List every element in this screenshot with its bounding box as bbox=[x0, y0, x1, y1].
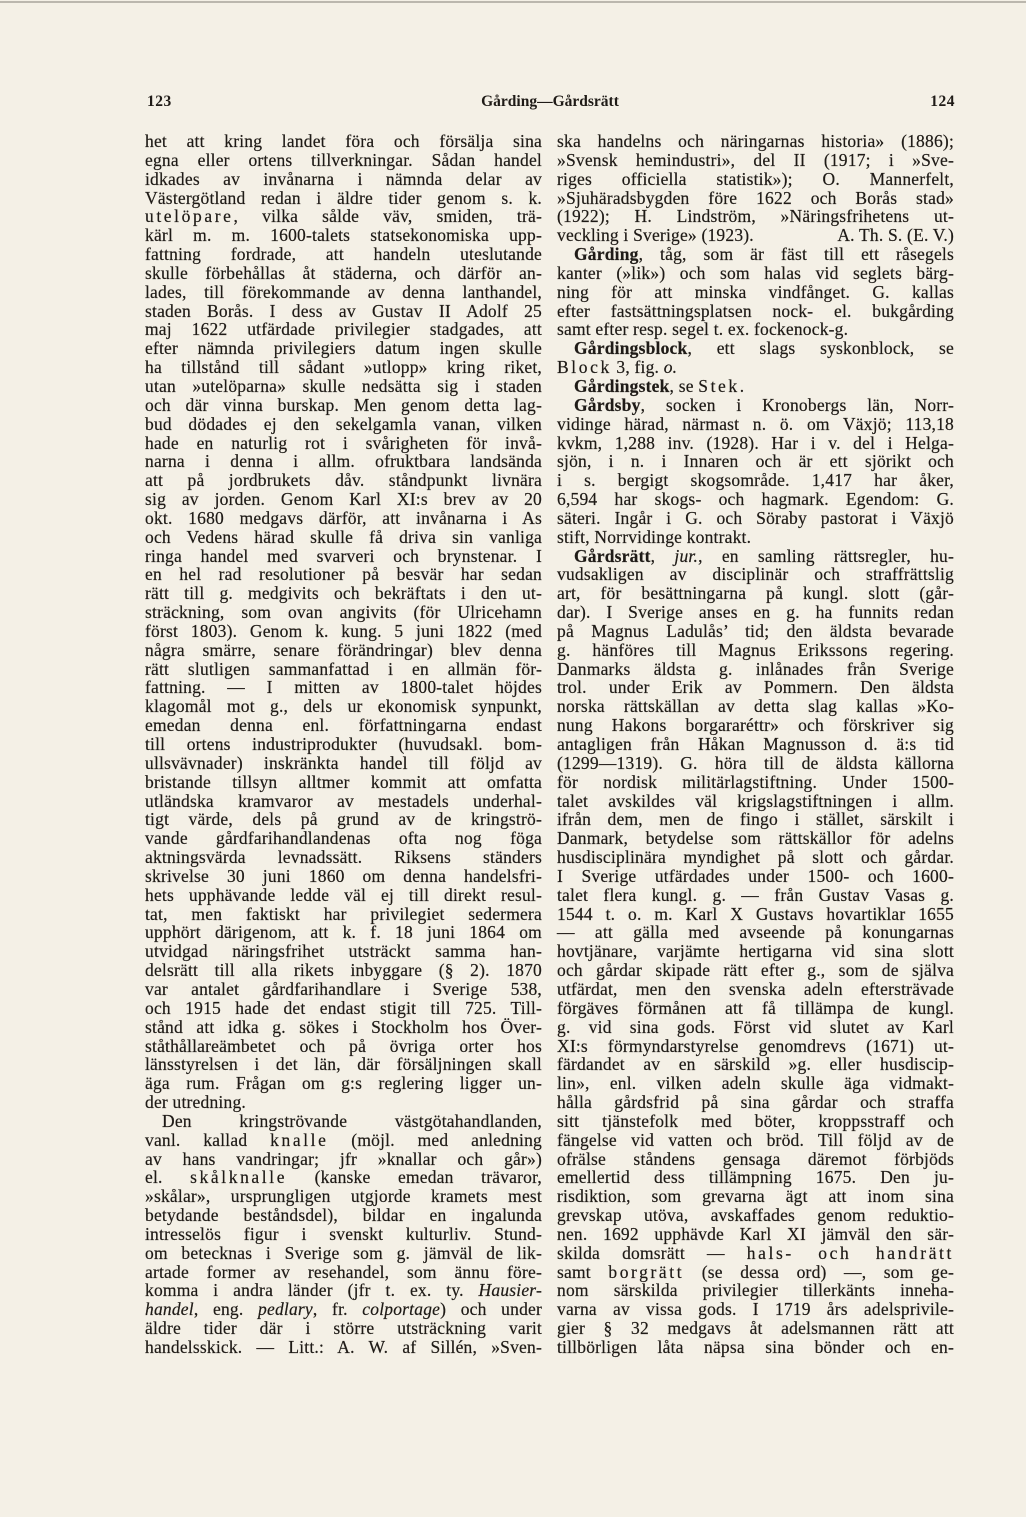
text-line: några smärre, senare förändringar) blev denna bbox=[145, 639, 542, 660]
text-line bbox=[145, 1281, 542, 1300]
text-run: , eng. bbox=[193, 1299, 259, 1320]
text-line: norska rättskällan av detta slag kallas »Ko- bbox=[557, 696, 954, 717]
paragraph bbox=[557, 339, 954, 377]
paragraph bbox=[557, 396, 954, 547]
paragraph bbox=[145, 132, 542, 1112]
text-line: »Svensk hemindustri», del II (1917; i »Sve- bbox=[557, 149, 954, 170]
text-line: och Vedens härad skulle få driva sin vanliga bbox=[145, 526, 542, 547]
text-line: talet avskildes väl krigslagstiftningen i allm. bbox=[557, 790, 954, 811]
text-line: kvkm, 1,288 inv. (1928). Har i v. del i Helga- bbox=[557, 432, 954, 453]
text-line: av hans vandringar; jfr »knallar och går») bbox=[145, 1148, 542, 1169]
text-line: nung Hakons borgararéttr» och förskriver sig bbox=[557, 715, 954, 736]
text-line: »Sjuhäradsbygden före 1622 och Borås stad» bbox=[557, 187, 954, 208]
text-line: utfärdat, men den svenska adeln eftersträvade bbox=[557, 978, 954, 999]
text-line: 1544 t. o. m. Karl X Gustavs hovartiklar 1655 bbox=[557, 903, 954, 924]
text-line: delsrätt till alla rikets inbyggare (§ 2). 1870 bbox=[145, 960, 542, 981]
text-line: efter fastsättningsplatsen nock- el. bukgårding bbox=[557, 300, 954, 321]
spaced-emphasis: Block bbox=[557, 357, 612, 378]
text-run: (kanske emedan trävaror, bbox=[287, 1167, 542, 1188]
text-line: tigt värde, dels på grund av de kringströ- bbox=[145, 809, 542, 830]
text-line: maj 1622 utfärdade privilegier stadgades, att bbox=[145, 319, 542, 340]
text-line: utan »utelöparna» skulle nedsätta sig i staden bbox=[145, 375, 542, 396]
paragraph bbox=[557, 132, 954, 245]
text-run: 3, fig. bbox=[611, 357, 664, 378]
text-line: (1299—1319). G. höra till de äldsta källorna bbox=[557, 752, 954, 773]
page-number-right: 124 bbox=[930, 93, 955, 110]
text-line: äga rum. Frågan om g:s reglering ligger un- bbox=[145, 1073, 542, 1094]
text-line: en hel rad resolutioner på besvär har sedan bbox=[145, 564, 542, 585]
text-run: komma i andra länder (jfr t. ex. ty. bbox=[145, 1280, 479, 1301]
text-line: om betecknas i Sverige som g. jämväl de lik- bbox=[145, 1242, 542, 1263]
text-line bbox=[145, 1168, 542, 1187]
text-line: Västergötland redan i äldre tider genom s. k. bbox=[145, 187, 542, 208]
text-run: , socken i Kronobergs län, Norr- bbox=[640, 394, 954, 415]
text-line: handelsskick. — Litt.: A. W. af Sillén, »Sven- bbox=[145, 1337, 542, 1357]
text-line: husdisciplinära myndighet på slott och gårdar. bbox=[557, 847, 954, 868]
text-run: , en samling rättsregler, hu- bbox=[698, 545, 954, 566]
text-run: , tåg, som är fäst till ett råsegels bbox=[638, 244, 954, 265]
text-line: art, för besättningarna på kungl. slott (går- bbox=[557, 583, 954, 604]
text-line: nen. 1692 upphävde Karl XI jämväl den sär- bbox=[557, 1223, 954, 1244]
spaced-emphasis: skålknalle bbox=[190, 1167, 288, 1188]
text-line: klagomål mot g., dels ur ekonomisk synpunkt, bbox=[145, 696, 542, 717]
paragraph bbox=[557, 245, 954, 339]
paragraph bbox=[557, 547, 954, 1357]
text-line: artade former av resehandel, som ännu före- bbox=[145, 1261, 542, 1282]
text-line: och 1915 hade det endast stigit till 725. Till- bbox=[145, 997, 542, 1018]
text-line: — att gälla med avseende på konungarnas bbox=[557, 922, 954, 943]
text-line: gier § 32 medgavs åt adelsmannen rätt att bbox=[557, 1318, 954, 1339]
text-line: rätt slutligen sammanfattad i en allmän för- bbox=[145, 658, 542, 679]
text-line: stånd att idka g. sökes i Stockholm hos Över- bbox=[145, 1016, 542, 1037]
text-line: till ortens industriprodukter (huvudsakl. bom- bbox=[145, 734, 542, 754]
text-line: säteri. Ingår i G. och Söraby pastorat i Växjö bbox=[557, 507, 954, 528]
text-line: der utredning. bbox=[145, 1092, 246, 1113]
text-line: okt. 1680 medgavs därför, att invånarna i As bbox=[145, 507, 542, 528]
text-line: egna eller ortens tillverkningar. Sådan handel bbox=[145, 149, 542, 170]
text-run: ) och under bbox=[440, 1299, 543, 1320]
text-line: och där vinna burskap. Men genom detta lag- bbox=[145, 394, 542, 415]
text-line: emellertid dess tillämpning 1675. Den ju- bbox=[557, 1167, 954, 1188]
text-line: sjön, i n. i Innaren och är ett sjörikt och bbox=[557, 451, 954, 472]
text-line bbox=[557, 1263, 954, 1282]
text-line: färdandet av en särskild »g. eller husdiscip- bbox=[557, 1054, 954, 1075]
headword: Gårding bbox=[574, 244, 639, 265]
text-line: för nordisk militärlagstiftning. Under 1500- bbox=[557, 771, 954, 792]
text-line bbox=[145, 1300, 542, 1319]
text-line: skrivelse 30 juni 1860 om denna handelsfri- bbox=[145, 865, 542, 886]
text-line: ska handelns och näringarnas historia» (1886); bbox=[557, 131, 954, 151]
text-line bbox=[557, 1244, 954, 1263]
text-line: hålla gårdsfrid på sina gårdar och straffa bbox=[557, 1092, 954, 1113]
text-line: varna av vissa gods. I 1719 års adelsprivile- bbox=[557, 1299, 954, 1320]
text-line: i s. bergigt skogsområde. 1,417 har åker, bbox=[557, 470, 954, 491]
text-line: idkades av invånarna i nämnda delar av bbox=[145, 168, 542, 189]
text-line bbox=[557, 547, 954, 566]
text-line: g. hänföres till Magnus Erikssons regering. bbox=[557, 639, 954, 660]
spaced-emphasis: knalle bbox=[270, 1129, 329, 1150]
headword: Gårdingsblock bbox=[574, 338, 688, 359]
text-line: vidinge härad, närmast n. ö. om Växjö; 113,18 bbox=[557, 413, 954, 434]
text-line: g. vid sina gods. Först vid slutet av Karl bbox=[557, 1016, 954, 1037]
paragraph bbox=[557, 377, 954, 396]
text-line: kanter (»lik») och som halas vid seglets bärg- bbox=[557, 262, 954, 283]
text-line bbox=[557, 226, 954, 245]
text-line bbox=[557, 245, 954, 264]
text-line bbox=[557, 377, 954, 396]
text-line: 6,594 har skogs- och hagmark. Egendom: G. bbox=[557, 489, 954, 510]
text-line: risdiktion, som grevarna ägt att inom sina bbox=[557, 1186, 954, 1207]
text-line bbox=[557, 396, 954, 415]
text-line: talet flera kungl. g. — från Gustav Vasas g. bbox=[557, 884, 954, 905]
spaced-emphasis: borgrätt bbox=[608, 1261, 685, 1282]
text-line: utländska kramvaror av mestadels underhal- bbox=[145, 790, 542, 811]
text-line: sträckning, som ovan angivits (för Ulricehamn bbox=[145, 602, 542, 623]
text-line: hovtjänare, varjämte hertigarna vid sina slott bbox=[557, 941, 954, 962]
text-line: att på jordbrukets dåv. ståndpunkt livnära bbox=[145, 470, 542, 491]
text-line: ifrån dem, men de fingo i stället, särskilt i bbox=[557, 809, 954, 830]
text-run: veckling i Sverige» (1923). bbox=[557, 225, 754, 246]
text-line: dar). I Sverige anses en g. ha funnits redan bbox=[557, 602, 954, 623]
text-line: fängelse vid vatten och bröd. Till följd av de bbox=[557, 1129, 954, 1150]
text-line: Den kringströvande västgötahandlanden, bbox=[162, 1110, 542, 1131]
text-run: (möjl. med anledning bbox=[328, 1129, 542, 1150]
text-line bbox=[557, 339, 954, 358]
text-line: rätt till g. medgivits och bekräftats i den ut- bbox=[145, 583, 542, 604]
italic-text: colportage bbox=[362, 1299, 441, 1320]
italic-text: o. bbox=[663, 357, 678, 378]
text-line: grevskap utöva, avskaffades genom reduktio- bbox=[557, 1205, 954, 1226]
text-line: tillbörligen låta näpsa sina bönder och en- bbox=[557, 1337, 954, 1357]
spaced-emphasis: hals- och handrätt bbox=[746, 1242, 954, 1263]
left-column bbox=[145, 132, 542, 1357]
right-column bbox=[557, 132, 954, 1357]
text-line bbox=[145, 207, 542, 226]
text-line: samt efter resp. segel t. ex. fockenock-g. bbox=[557, 319, 849, 340]
text-line: sitt tjänstefolk med böter, kroppsstraff och bbox=[557, 1110, 954, 1131]
text-line: I Sverige utfärdades under 1500- och 1600- bbox=[557, 865, 954, 886]
paragraph bbox=[145, 1112, 542, 1357]
text-line: Danmarks äldsta g. inlånades från Sverige bbox=[557, 658, 954, 679]
text-run: , se bbox=[669, 375, 699, 396]
text-line: länsstyrelsen i det län, där försäljningen skall bbox=[145, 1054, 542, 1075]
text-run: vanl. kallad bbox=[145, 1129, 271, 1150]
italic-text: pedlary bbox=[258, 1299, 313, 1320]
text-line: staden Borås. I dess av Gustav II Adolf 25 bbox=[145, 300, 542, 321]
text-line: betydande beståndsdel), bildar en ingalunda bbox=[145, 1205, 542, 1226]
scan-edge-line bbox=[0, 1, 1026, 3]
text-line: ning för att minska vindfånget. G. kallas bbox=[557, 281, 954, 302]
text-line: fattning. — I mitten av 1800-talet höjdes bbox=[145, 677, 542, 698]
text-line: fattning fordrade, att handeln uteslutande bbox=[145, 244, 542, 265]
text-line: intresselös figur i svenskt kulturliv. Stund- bbox=[145, 1223, 542, 1244]
text-line: het att kring landet föra och försälja sina bbox=[145, 131, 542, 151]
text-line: äldre tider där i större utsträckning varit bbox=[145, 1318, 542, 1339]
text-line: upphört därigenom, att k. f. 18 juni 1864 om bbox=[145, 922, 542, 943]
text-line: (1922); H. Lindström, »Näringsfrihetens ut- bbox=[557, 206, 954, 227]
text-line: tat, men faktiskt har privilegiet sedermera bbox=[145, 903, 542, 924]
headword: Gårdsrätt bbox=[574, 545, 651, 566]
text-line: lin», enl. vilken adeln skulle äga vidmakt- bbox=[557, 1073, 954, 1094]
text-line: vande gårdfarihandlandenas ofta nog föga bbox=[145, 828, 542, 849]
text-line: bristande tillsyn alltmer kommit att omfatta bbox=[145, 771, 542, 792]
text-line bbox=[557, 358, 954, 377]
text-line: hets upphävande ledde väl ej till direkt resul- bbox=[145, 884, 542, 905]
text-line: vudsakligen av disciplinär och straffrättslig bbox=[557, 564, 954, 585]
headword: Gårdsby bbox=[574, 394, 641, 415]
text-line: Danmark, betydelse som rättskällor för adelns bbox=[557, 828, 954, 849]
text-line: ringa handel med svarveri och brynstenar. I bbox=[145, 545, 542, 566]
running-header bbox=[145, 92, 955, 112]
text-line: riges officiella statistik»); O. Mannerfelt, bbox=[557, 168, 954, 189]
text-run: , vilka sålde väv, smiden, trä- bbox=[233, 206, 542, 227]
text-run: , bbox=[650, 545, 675, 566]
text-line: sig av jorden. Genom Karl XI:s brev av 20 bbox=[145, 489, 542, 510]
text-line: kärl m. m. 1600-talets statsekonomiska upp- bbox=[145, 225, 542, 246]
text-line: trol. under Erik av Pommern. Den äldsta bbox=[557, 677, 954, 698]
text-line: stift, Norrvidinge kontrakt. bbox=[557, 526, 752, 547]
text-line: emedan denna enl. författningarna endast bbox=[145, 715, 542, 736]
text-run: . bbox=[739, 375, 745, 396]
italic-text: handel bbox=[145, 1299, 194, 1320]
text-run: , fr. bbox=[312, 1299, 363, 1320]
text-line: hade en naturlig rot i svårigheten för invå- bbox=[145, 432, 542, 453]
text-run: , ett slags syskonblock, se bbox=[687, 338, 954, 359]
text-line: förgäves förmånen att få tillämpa de kungl. bbox=[557, 997, 954, 1018]
spaced-emphasis: utelöpare bbox=[145, 206, 234, 227]
text-run: el. bbox=[145, 1167, 191, 1188]
text-line: utvidgad näringsfrihet utsträckt samma han- bbox=[145, 941, 542, 962]
text-line: efter nämnda privilegiers datum ingen skulle bbox=[145, 338, 542, 359]
text-run: skilda domsrätt — bbox=[557, 1242, 747, 1263]
text-line: på Magnus Ladulås’ tid; den äldsta bevarade bbox=[557, 620, 954, 641]
text-run: (se dessa ord) —, som ge- bbox=[684, 1261, 954, 1282]
text-line: ofrälse ståndens gensaga däremot förbjöds bbox=[557, 1148, 954, 1169]
text-line: och gårdar skipade rätt efter g., som de själva bbox=[557, 960, 954, 981]
text-line: nom särskilda privilegier tillerkänts inneha- bbox=[557, 1280, 954, 1301]
text-line: bud dödades ej den sekelgamla vanan, vilken bbox=[145, 413, 542, 434]
headword: Gårdingstek bbox=[574, 375, 670, 396]
text-line: skulle förbehållas åt städerna, och därför an- bbox=[145, 262, 542, 283]
italic-text: jur. bbox=[674, 545, 699, 566]
page-number-left: 123 bbox=[147, 93, 172, 110]
text-line bbox=[145, 1131, 542, 1150]
text-line: antagligen från Håkan Magnusson d. ä:s tid bbox=[557, 734, 954, 754]
text-line: narna i denna i allm. ofruktbara landsända bbox=[145, 451, 542, 472]
text-line: XI:s förmyndarstyrelse genomdrevs (1671) ut- bbox=[557, 1035, 954, 1056]
author-signature: A. Th. S. (E. V.) bbox=[837, 225, 954, 246]
text-run: samt bbox=[557, 1261, 609, 1282]
text-line: ha tillstånd till sådant »utlopp» kring riket, bbox=[145, 357, 542, 378]
text-line: var antalet gårdfarihandlare i Sverige 538, bbox=[145, 978, 542, 999]
text-line: ståthållareämbetet och på övriga orter hos bbox=[145, 1035, 542, 1056]
italic-text: Hausier- bbox=[478, 1280, 542, 1301]
text-line: ullsvävnader) inskränkta handel till följd av bbox=[145, 752, 542, 773]
spaced-emphasis: Stek bbox=[698, 375, 740, 396]
running-title: Gårding—Gårdsrätt bbox=[481, 93, 619, 110]
text-line: först 1803). Genom k. kung. 5 juni 1822 (med bbox=[145, 620, 542, 641]
text-line: lades, till förekommande av denna lanthandel, bbox=[145, 281, 542, 302]
text-line: »skålar», ursprungligen utgjorde kramets mest bbox=[145, 1186, 542, 1207]
text-line: aktningsvärda levnadssätt. Riksens ständers bbox=[145, 847, 542, 868]
